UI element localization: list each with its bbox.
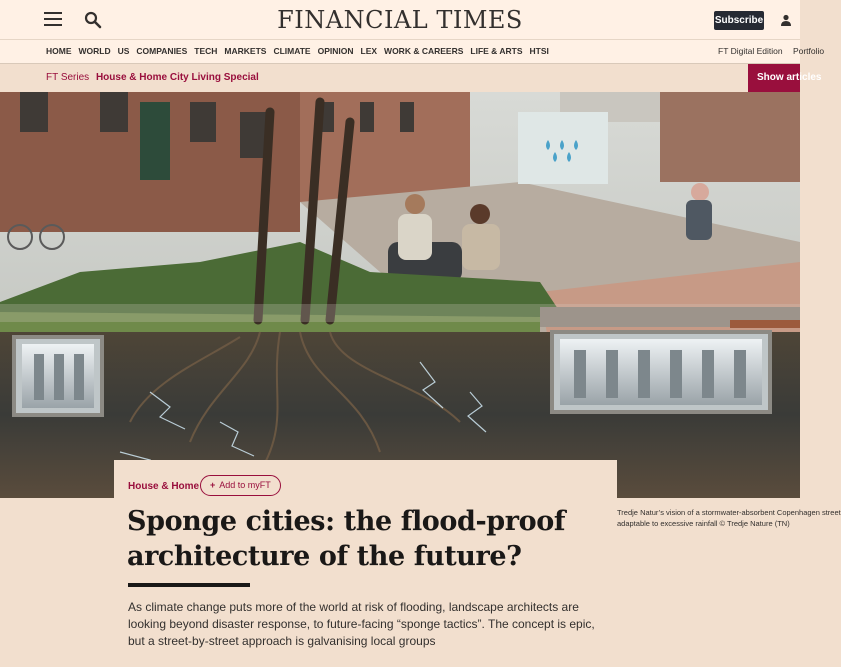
article-standfirst: As climate change puts more of the world at risk of flooding, landscape architects are looking beyond disaster response, to future-facing “sponge tactics”. The concept is epic, but a street-by-street approach is galvanising local groups [128,600,595,648]
caption-line-1: Tredje Natur’s vision of a stormwater-absorbent Copenhagen street [617,508,841,517]
nav-climate[interactable]: CLIMATE [273,46,311,56]
menu-icon[interactable] [44,12,62,28]
show-articles-button[interactable]: Show articles [748,64,800,92]
nav-life-arts[interactable]: LIFE & ARTS [470,46,523,56]
nav-companies[interactable]: COMPANIES [136,46,188,56]
article-headline: Sponge cities: the flood-proof architecture of the future? [127,506,566,572]
add-to-myft-button[interactable] [200,475,281,496]
image-caption [617,507,841,529]
nav-portfolio[interactable]: Portfolio [792,46,825,56]
caption-line-2: adaptable to excessive rainfall © Tredje Nature (TN) [617,519,790,528]
nav-work-careers[interactable]: WORK & CAREERS [384,46,464,56]
site-header [0,0,800,40]
article-header-card [114,460,617,667]
add-to-myft-label: Add to myFT [219,480,271,490]
main-nav [0,40,825,64]
nav-digital-edition[interactable]: FT Digital Edition [718,46,783,56]
nav-world[interactable]: WORLD [78,46,111,56]
headline-rule [128,583,250,587]
hero-image [0,92,800,498]
user-icon[interactable] [780,14,792,26]
series-bar [0,64,800,92]
nav-opinion[interactable]: OPINION [317,46,354,56]
nav-home[interactable]: HOME [46,46,72,56]
series-prefix: FT Series [46,72,90,83]
ft-logo[interactable]: FINANCIAL TIMES [277,6,523,34]
subscribe-button[interactable]: Subscribe [714,11,764,30]
search-icon[interactable] [84,11,102,29]
plus-icon: + [210,480,216,490]
nav-us[interactable]: US [117,46,130,56]
nav-markets[interactable]: MARKETS [224,46,267,56]
nav-htsi[interactable]: HTSI [529,46,549,56]
section-link[interactable]: House & Home [128,481,200,492]
nav-tech[interactable]: TECH [194,46,218,56]
series-title-link[interactable]: House & Home City Living Special [95,72,259,83]
nav-lex[interactable]: LEX [360,46,378,56]
